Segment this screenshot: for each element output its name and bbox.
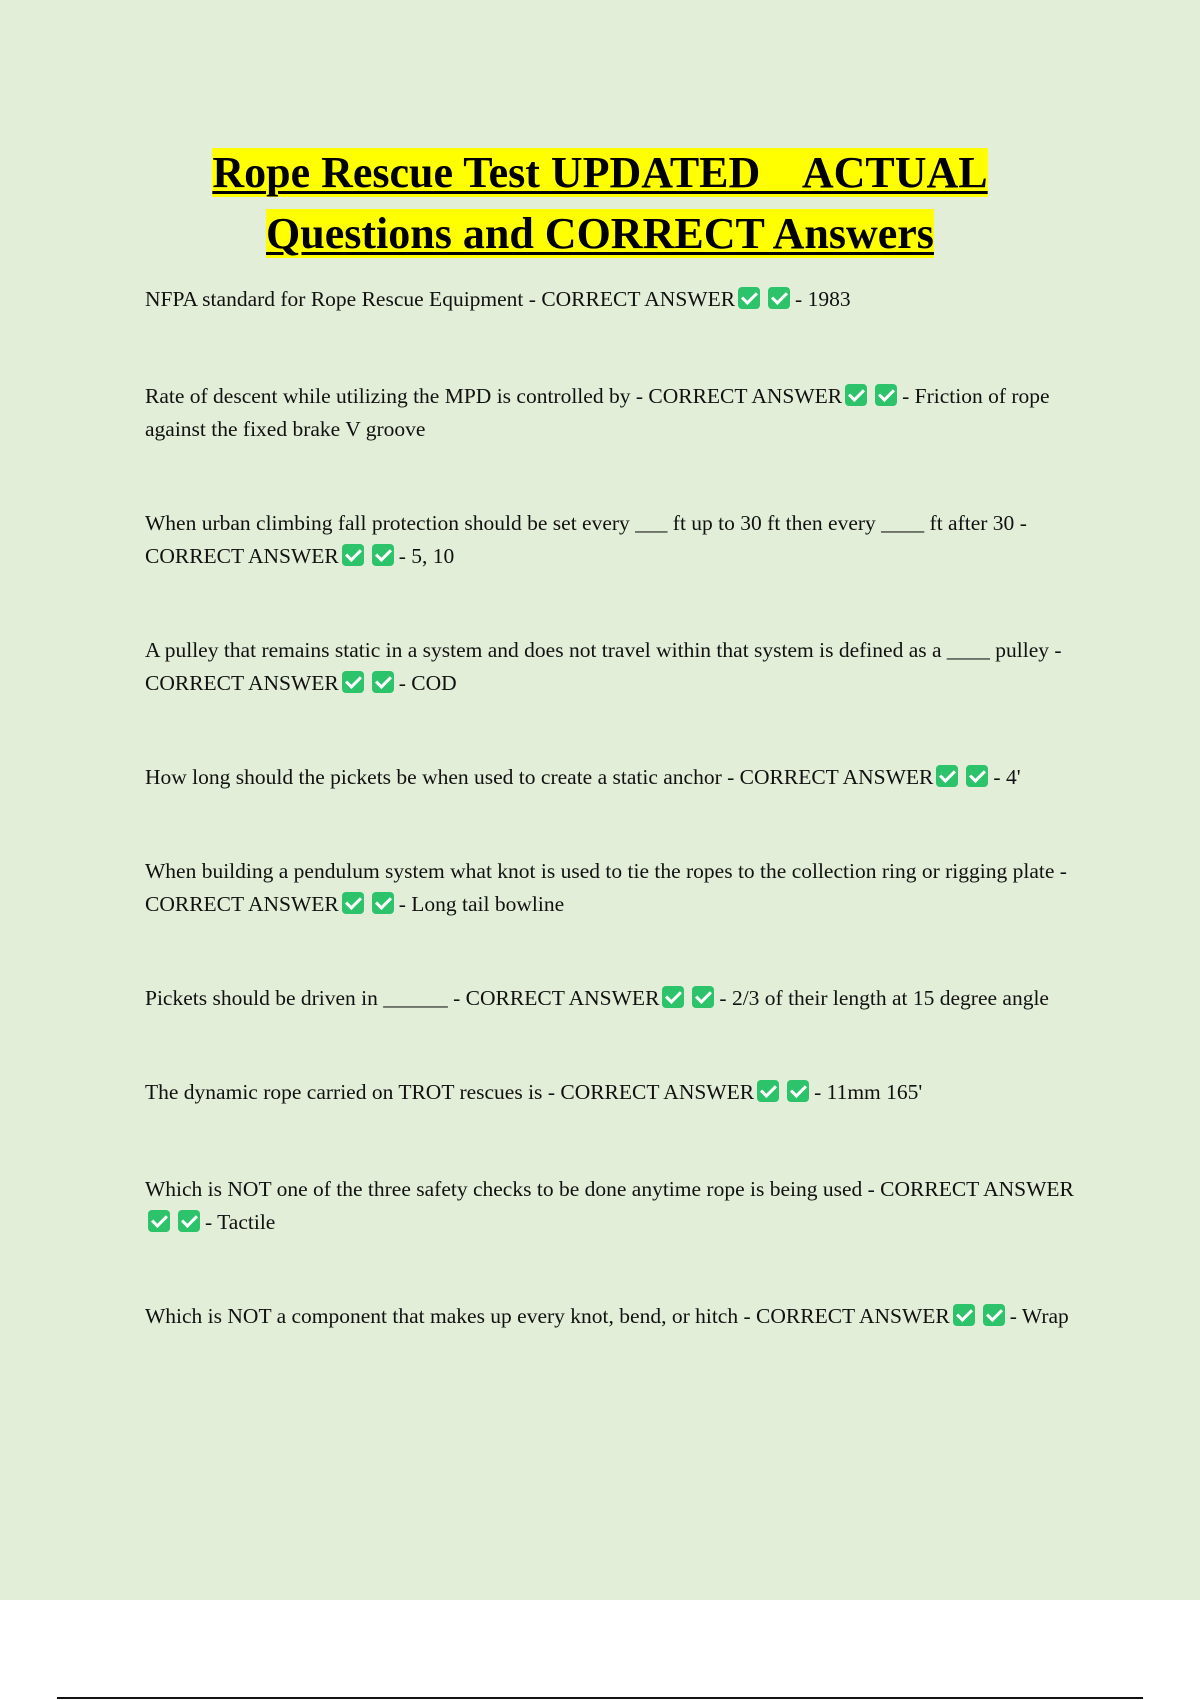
check-mark-icon bbox=[372, 671, 394, 693]
answer-text: Wrap bbox=[1021, 1304, 1069, 1328]
question-text: How long should the pickets be when used to create a static anchor bbox=[145, 765, 722, 789]
check-mark-icon bbox=[342, 892, 364, 914]
check-mark-icon bbox=[983, 1304, 1005, 1326]
qa-item: Which is NOT a component that makes up every knot, bend, or hitch - CORRECT ANSWER - Wrap bbox=[145, 1304, 1069, 1328]
question-text: When building a pendulum system what knot is used to tie the ropes to the collection ring or rigging plate bbox=[145, 859, 1055, 883]
check-mark-icon bbox=[738, 287, 760, 309]
answer-marker: - CORRECT ANSWER bbox=[635, 384, 843, 408]
answer-text: 5, 10 bbox=[411, 544, 455, 568]
title-line-2: Questions and CORRECT Answers bbox=[266, 209, 934, 258]
answer-marker: - CORRECT ANSWER bbox=[547, 1080, 755, 1104]
check-mark-icon bbox=[342, 544, 364, 566]
qa-item: When urban climbing fall protection should be set every ___ ft up to 30 ft then every ____ ft after 30 - CORRECT ANSWER - 5, 10 bbox=[145, 511, 1027, 568]
check-mark-icon bbox=[787, 1080, 809, 1102]
answer-marker: - CORRECT ANSWER bbox=[743, 1304, 950, 1328]
check-mark-icon bbox=[662, 986, 684, 1008]
footer-divider bbox=[57, 1697, 1143, 1699]
answer-text: COD bbox=[411, 671, 457, 695]
qa-item: Pickets should be driven in ______ - CORRECT ANSWER - 2/3 of their length at 15 degree angle bbox=[145, 986, 1049, 1010]
question-text: Rate of descent while utilizing the MPD is controlled by bbox=[145, 384, 631, 408]
answer-marker: - CORRECT ANSWER bbox=[145, 859, 1067, 916]
answer-text: Friction of rope against the fixed brake V groove bbox=[145, 384, 1050, 441]
question-text: When urban climbing fall protection should be set every ___ ft up to 30 ft then every ____ ft after 30 bbox=[145, 511, 1015, 535]
answer-text: Tactile bbox=[217, 1210, 276, 1234]
question-text: Pickets should be driven in ______ bbox=[145, 986, 448, 1010]
check-mark-icon bbox=[342, 671, 364, 693]
question-text: The dynamic rope carried on TROT rescues is bbox=[145, 1080, 543, 1104]
qa-item: When building a pendulum system what knot is used to tie the ropes to the collection ring or rigging plate - CORRECT ANSWER - Long tail bowline bbox=[145, 859, 1067, 916]
answer-text: 4' bbox=[1005, 765, 1021, 789]
answer-marker: - CORRECT ANSWER bbox=[145, 511, 1027, 568]
check-mark-icon bbox=[875, 384, 897, 406]
question-text: Which is NOT a component that makes up every knot, bend, or hitch bbox=[145, 1304, 739, 1328]
answer-text: 2/3 of their length at 15 degree angle bbox=[731, 986, 1049, 1010]
document-title bbox=[100, 142, 1100, 264]
check-mark-icon bbox=[953, 1304, 975, 1326]
qa-item: Rate of descent while utilizing the MPD is controlled by - CORRECT ANSWER - Friction of rope against the fixed brake V groove bbox=[145, 384, 1050, 441]
check-mark-icon bbox=[178, 1210, 200, 1232]
question-text: NFPA standard for Rope Rescue Equipment bbox=[145, 287, 524, 311]
check-mark-icon bbox=[845, 384, 867, 406]
title-line-1: Rope Rescue Test UPDATED ACTUAL bbox=[212, 148, 988, 197]
answer-marker: - CORRECT ANSWER bbox=[145, 638, 1062, 695]
answer-marker: - CORRECT ANSWER bbox=[528, 287, 736, 311]
qa-item: A pulley that remains static in a system and does not travel within that system is defined as a ____ pulley - CORRECT ANSWER - COD bbox=[145, 638, 1062, 695]
qa-item: Which is NOT one of the three safety checks to be done anytime rope is being used - CORRECT ANSWER- Tactile bbox=[145, 1177, 1074, 1234]
check-mark-icon bbox=[768, 287, 790, 309]
answer-text: Long tail bowline bbox=[411, 892, 565, 916]
question-text: Which is NOT one of the three safety checks to be done anytime rope is being used bbox=[145, 1177, 863, 1201]
qa-item: How long should the pickets be when used to create a static anchor - CORRECT ANSWER - 4' bbox=[145, 765, 1021, 789]
question-text: A pulley that remains static in a system and does not travel within that system is defined as a ____ pulley bbox=[145, 638, 1050, 662]
qa-item: NFPA standard for Rope Rescue Equipment - CORRECT ANSWER - 1983 bbox=[145, 287, 851, 311]
answer-marker: - CORRECT ANSWER bbox=[453, 986, 660, 1010]
check-mark-icon bbox=[148, 1210, 170, 1232]
check-mark-icon bbox=[757, 1080, 779, 1102]
answer-marker: - CORRECT ANSWER bbox=[867, 1177, 1074, 1201]
check-mark-icon bbox=[372, 544, 394, 566]
qa-item: The dynamic rope carried on TROT rescues is - CORRECT ANSWER - 11mm 165' bbox=[145, 1080, 923, 1104]
check-mark-icon bbox=[966, 765, 988, 787]
check-mark-icon bbox=[936, 765, 958, 787]
question-list bbox=[145, 283, 1095, 1394]
answer-text: 11mm 165' bbox=[826, 1080, 923, 1104]
check-mark-icon bbox=[692, 986, 714, 1008]
check-mark-icon bbox=[372, 892, 394, 914]
answer-marker: - CORRECT ANSWER bbox=[727, 765, 934, 789]
answer-text: 1983 bbox=[807, 287, 851, 311]
